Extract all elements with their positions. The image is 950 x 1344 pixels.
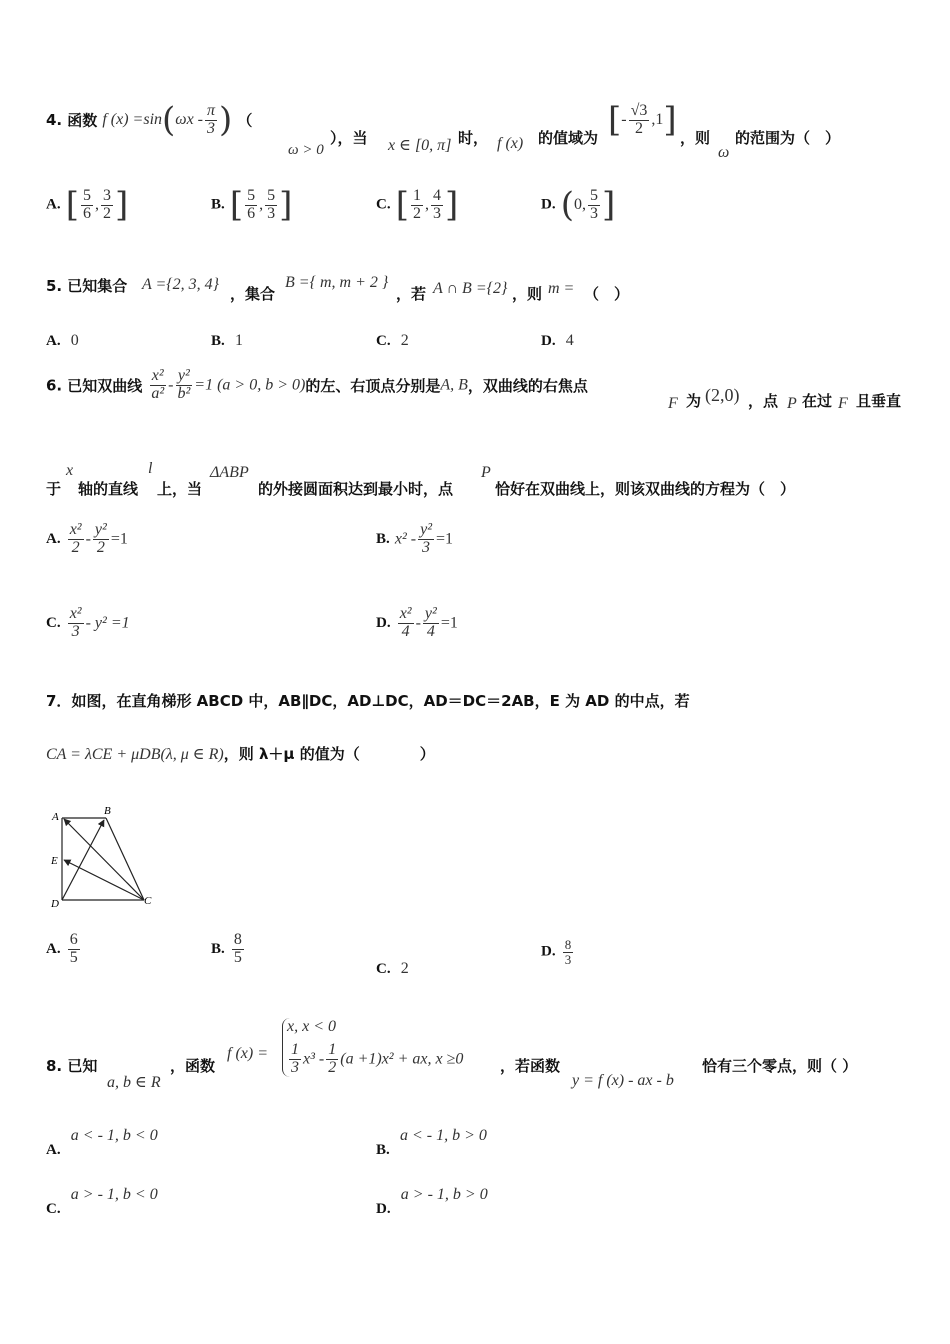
q7-option-b[interactable]: B. $\frac{8}{5}$: [211, 931, 242, 966]
q6-option-c[interactable]: C. $\frac{\text{x²}}{3}$ - y² =1: [46, 605, 130, 640]
vector-ca: [64, 819, 144, 900]
label-d: D: [51, 898, 59, 910]
q6-option-b[interactable]: B. x² - $\frac{\text{y²}}{3}$ =1: [376, 521, 454, 556]
question-5: 5. 已知集合: [46, 277, 128, 295]
q8-option-a[interactable]: A. a < - 1, b < 0: [46, 1127, 158, 1158]
trapezoid-figure: [40, 800, 170, 915]
vector-ce: [64, 860, 144, 900]
question-4: 4. 函数 f (x) =sin(ωx - $\frac{\pi}{3}$ ) （: [46, 100, 253, 140]
q5-option-a[interactable]: A. 0: [46, 332, 79, 349]
q8-option-b[interactable]: B. a < - 1, b > 0: [376, 1127, 487, 1158]
q5-option-d[interactable]: D. 4: [541, 332, 574, 349]
q4-range: [- $\frac{√3}{2}$ ,1]: [608, 100, 677, 140]
q4-option-d[interactable]: D. (0, $\frac{5}{3}$ ]: [541, 185, 616, 225]
edge-bc: [106, 818, 144, 900]
question-8: 8. 已知: [46, 1057, 98, 1075]
q7-option-a[interactable]: A. $\frac{6}{5}$: [46, 931, 78, 966]
q4-option-a[interactable]: A. [ $\frac{5}{6}$ , $\frac{3}{2}$ ]: [46, 185, 129, 225]
q7-option-d[interactable]: D. $\frac{8}{3}$: [541, 937, 572, 967]
q7-line2: CA = λCE + μDB(λ, μ ∈ R)，则 λ＋μ 的值为（ ）: [46, 745, 435, 763]
label-a: A: [52, 811, 59, 823]
vector-db: [62, 820, 104, 900]
q6-option-a[interactable]: A. $\frac{\text{x²}}{2}$ - $\frac{\text{y²}}{2}$ =1: [46, 521, 128, 556]
q5-option-b[interactable]: B. 1: [211, 332, 243, 349]
q8-option-c[interactable]: C. a > - 1, b < 0: [46, 1186, 158, 1217]
exam-page: 4. 函数 f (x) =sin(ωx - $\frac{\pi}{3}$ ) （ ω > 0 ），当 x ∈ [0, π] 时， f (x) 的值域为 [- $\frac{√3}{2}$ ,1] ，则 ω 的范围为（ ） A. [ $\frac{5}{6}$ , $\frac{3}{2}$ ] B. [ $\frac{5}{6}$ , $\frac{5}{3}$ ] C. [ $\frac{1}{2}$ , $\frac{4}{3}$ ] D. (0, $\frac{5}{3}$ ] 5. 已知集合 A ={2, 3, 4} ，集合 B ={ m, m + 2 } ，若 A ∩ B ={2} ，则 m = （ ） A. 0 B. 1 C. 2 D. 4 6. 已知双曲线 $\frac{\text{x²}}{\text{a²}}$ - $\frac{\text{y²}}{\text{b²}}$ =1 (a > 0, b > 0)的左、右顶点分别是A, B，双曲线的右焦点 F 为 (2,0) ，点 P 在过 F 且垂直 于 x 轴的直线 l 上，当 ΔABP 的外接圆面积达到最小时，点 P 恰好在双曲线上，则该双曲线的方程为（ ） A. $\frac{\text{x²}}{2}$ - $\frac{\text{y²}}{2}$ =1 B. x² - $\frac{\text{y²}}{3}$ =1 C. $\frac{\text{x²}}{3}$ - y² =1 D. $\frac{\text{x²}}{4}$ - $\frac{\text{y²}}{4}$ =1 7．如图，在直角梯形 ABCD 中，AB∥DC，AD⊥DC，AD＝DC＝2AB，E 为 AD 的中点，若 CA = λCE + μDB(λ, μ ∈ R)，则 λ＋μ 的值为（ ） A B E D C A. $\frac{6}{5}$ B. $\frac{8}{5}$ C. 2 D. $\frac{8}{3}$ 8. 已知 a, b ∈ R ，函数 f (x) = x, x < 0 $\frac{1}{3}$ x³ - $\frac{1}{2}$ (a +1)x² + ax, x ≥0 ，若函数 y = f (x) - ax - b 恰有三个零点，则（ ） A. a < - 1, b < 0 B. a < - 1, b > 0 C. a > - 1, b < 0 D. a > - 1, b > 0: [0, 0, 950, 1344]
q4-option-b[interactable]: B. [ $\frac{5}{6}$ , $\frac{5}{3}$ ]: [211, 185, 293, 225]
q4-number: 4.: [46, 111, 63, 129]
label-b: B: [104, 805, 111, 817]
label-e: E: [51, 855, 58, 867]
q6-option-d[interactable]: D. $\frac{\text{x²}}{4}$ - $\frac{\text{y²}}{4}$ =1: [376, 605, 458, 640]
question-6: 6. 已知双曲线 $\frac{\text{x²}}{\text{a²}}$ - $\frac{\text{y²}}{\text{b²}}$ =1 (a > 0, b > 0)的左、右顶点分别是A, B，双曲线的右焦点: [46, 367, 588, 402]
q8-piecewise: x, x < 0 $\frac{1}{3}$ x³ - $\frac{1}{2}$ (a +1)x² + ax, x ≥0: [282, 1018, 463, 1077]
q7-option-c[interactable]: C. 2: [376, 960, 409, 977]
q5-option-c[interactable]: C. 2: [376, 332, 409, 349]
label-c: C: [144, 895, 152, 907]
question-7: 7．如图，在直角梯形 ABCD 中，AB∥DC，AD⊥DC，AD＝DC＝2AB，E 为 AD 的中点，若: [46, 692, 690, 710]
q4-option-c[interactable]: C. [ $\frac{1}{2}$ , $\frac{4}{3}$ ]: [376, 185, 459, 225]
q8-option-d[interactable]: D. a > - 1, b > 0: [376, 1186, 488, 1217]
